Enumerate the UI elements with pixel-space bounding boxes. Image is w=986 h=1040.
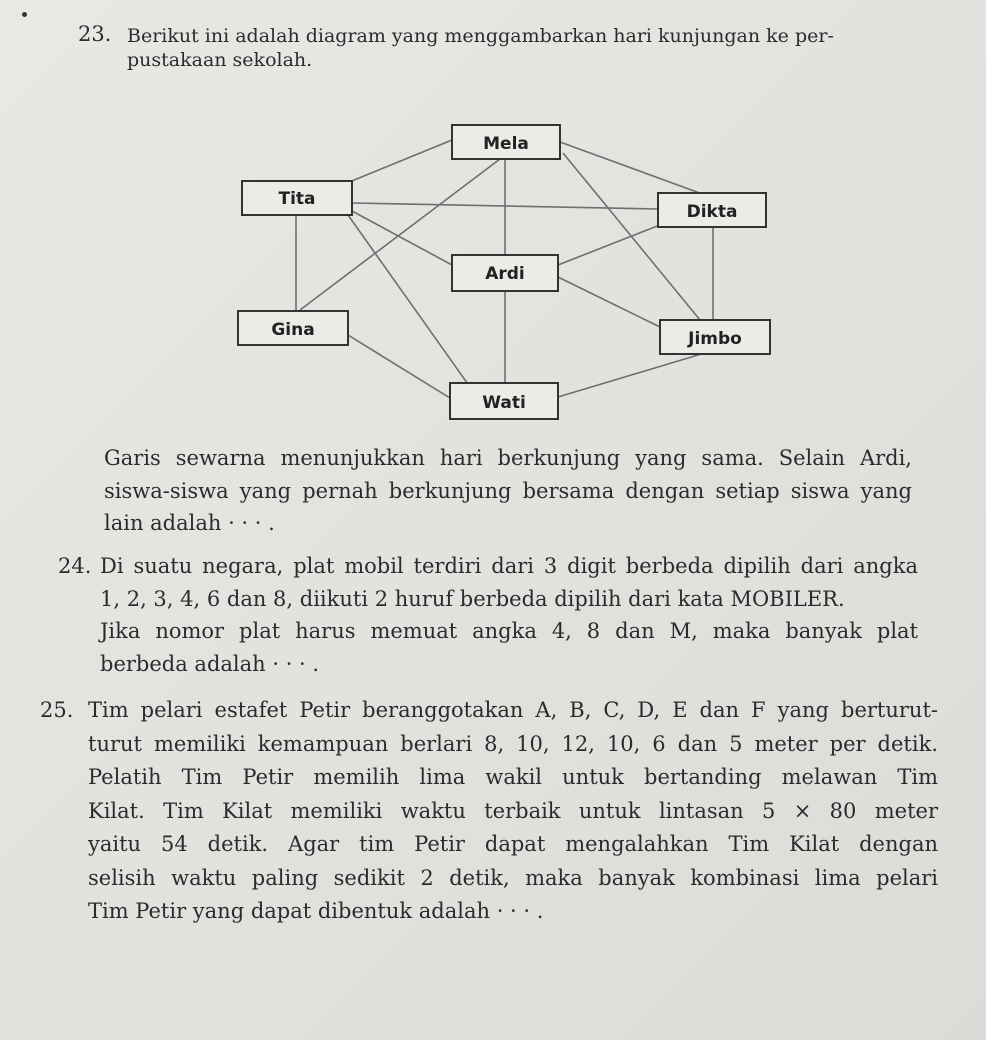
edge-gina-wati xyxy=(348,335,450,398)
caption-line-1: Garis sewarna menunjukkan hari berkunjung yang sama. Selain Ardi, xyxy=(104,446,912,470)
visit-diagram xyxy=(230,115,790,430)
node-jimbo xyxy=(660,320,770,354)
node-wati xyxy=(450,383,558,419)
bullet-mark xyxy=(22,12,27,17)
question-25-line-4: Kilat. Tim Kilat memiliki waktu terbaik untuk lintasan 5 × 80 meter xyxy=(88,798,938,823)
node-dikta-label: Dikta xyxy=(686,202,738,222)
edge-wati-jimbo xyxy=(558,352,708,397)
node-ardi xyxy=(452,255,558,291)
question-25-line-1: Tim pelari estafet Petir beranggotakan A, B, C, D, E dan F yang berturut- xyxy=(88,698,938,722)
node-mela-label: Mela xyxy=(483,134,529,154)
edge-mela-dikta xyxy=(560,142,705,195)
question-23-line-2: pustakaan sekolah. xyxy=(127,49,313,71)
edge-dikta-ardi xyxy=(558,221,670,265)
question-23-caption xyxy=(104,442,912,507)
question-25-number: 25. xyxy=(40,698,74,722)
question-23-text xyxy=(127,24,897,72)
node-wati-label: Wati xyxy=(482,393,526,413)
edge-ardi-jimbo xyxy=(558,277,660,327)
question-25-line-6: selisih waktu paling sedikit 2 detik, maka banyak kombinasi lima pelari xyxy=(88,865,938,890)
question-23-number: 23. xyxy=(78,22,112,46)
question-25-line-2: turut memiliki kemampuan berlari 8, 10, 12, 10, 6 dan 5 meter per detik. xyxy=(88,731,938,756)
question-25-text xyxy=(88,694,938,929)
question-23-line-1: Berikut ini adalah diagram yang menggambarkan hari kunjungan ke per- xyxy=(127,25,834,47)
caption-line-3: lain adalah · · · . xyxy=(104,511,275,535)
node-ardi-label: Ardi xyxy=(485,264,525,284)
edge-tita-mela xyxy=(342,140,452,185)
edge-tita-wati xyxy=(348,215,470,387)
question-24-text xyxy=(100,550,918,680)
node-gina-label: Gina xyxy=(271,320,315,340)
question-25-line-5: yaitu 54 detik. Agar tim Petir dapat mengalahkan Tim Kilat dengan xyxy=(88,832,938,856)
node-gina xyxy=(238,311,348,345)
caption-line-2: siswa-siswa yang pernah berkunjung bersama dengan setiap siswa yang xyxy=(104,478,912,503)
question-25-line-7: Tim Petir yang dapat dibentuk adalah · · · . xyxy=(88,899,544,923)
question-24-line-2: 1, 2, 3, 4, 6 dan 8, diikuti 2 huruf berbeda dipilih dari kata MOBILER. xyxy=(100,586,845,611)
question-24-line-3: Jika nomor plat harus memuat angka 4, 8 dan M, maka banyak plat xyxy=(100,619,918,643)
caption-line-3-wrap xyxy=(104,507,504,540)
node-jimbo-label: Jimbo xyxy=(688,329,742,349)
question-24-line-1: Di suatu negara, plat mobil terdiri dari 3 digit berbeda dipilih dari angka xyxy=(100,554,918,578)
node-mela xyxy=(452,125,560,159)
question-24-number: 24. xyxy=(58,554,92,578)
question-25-line-3: Pelatih Tim Petir memilih lima wakil untuk bertanding melawan Tim xyxy=(88,765,938,789)
node-tita xyxy=(242,181,352,215)
node-tita-label: Tita xyxy=(278,189,316,209)
edge-tita-ardi xyxy=(352,211,452,265)
node-dikta xyxy=(658,193,766,227)
question-24-line-4: berbeda adalah · · · . xyxy=(100,651,320,676)
